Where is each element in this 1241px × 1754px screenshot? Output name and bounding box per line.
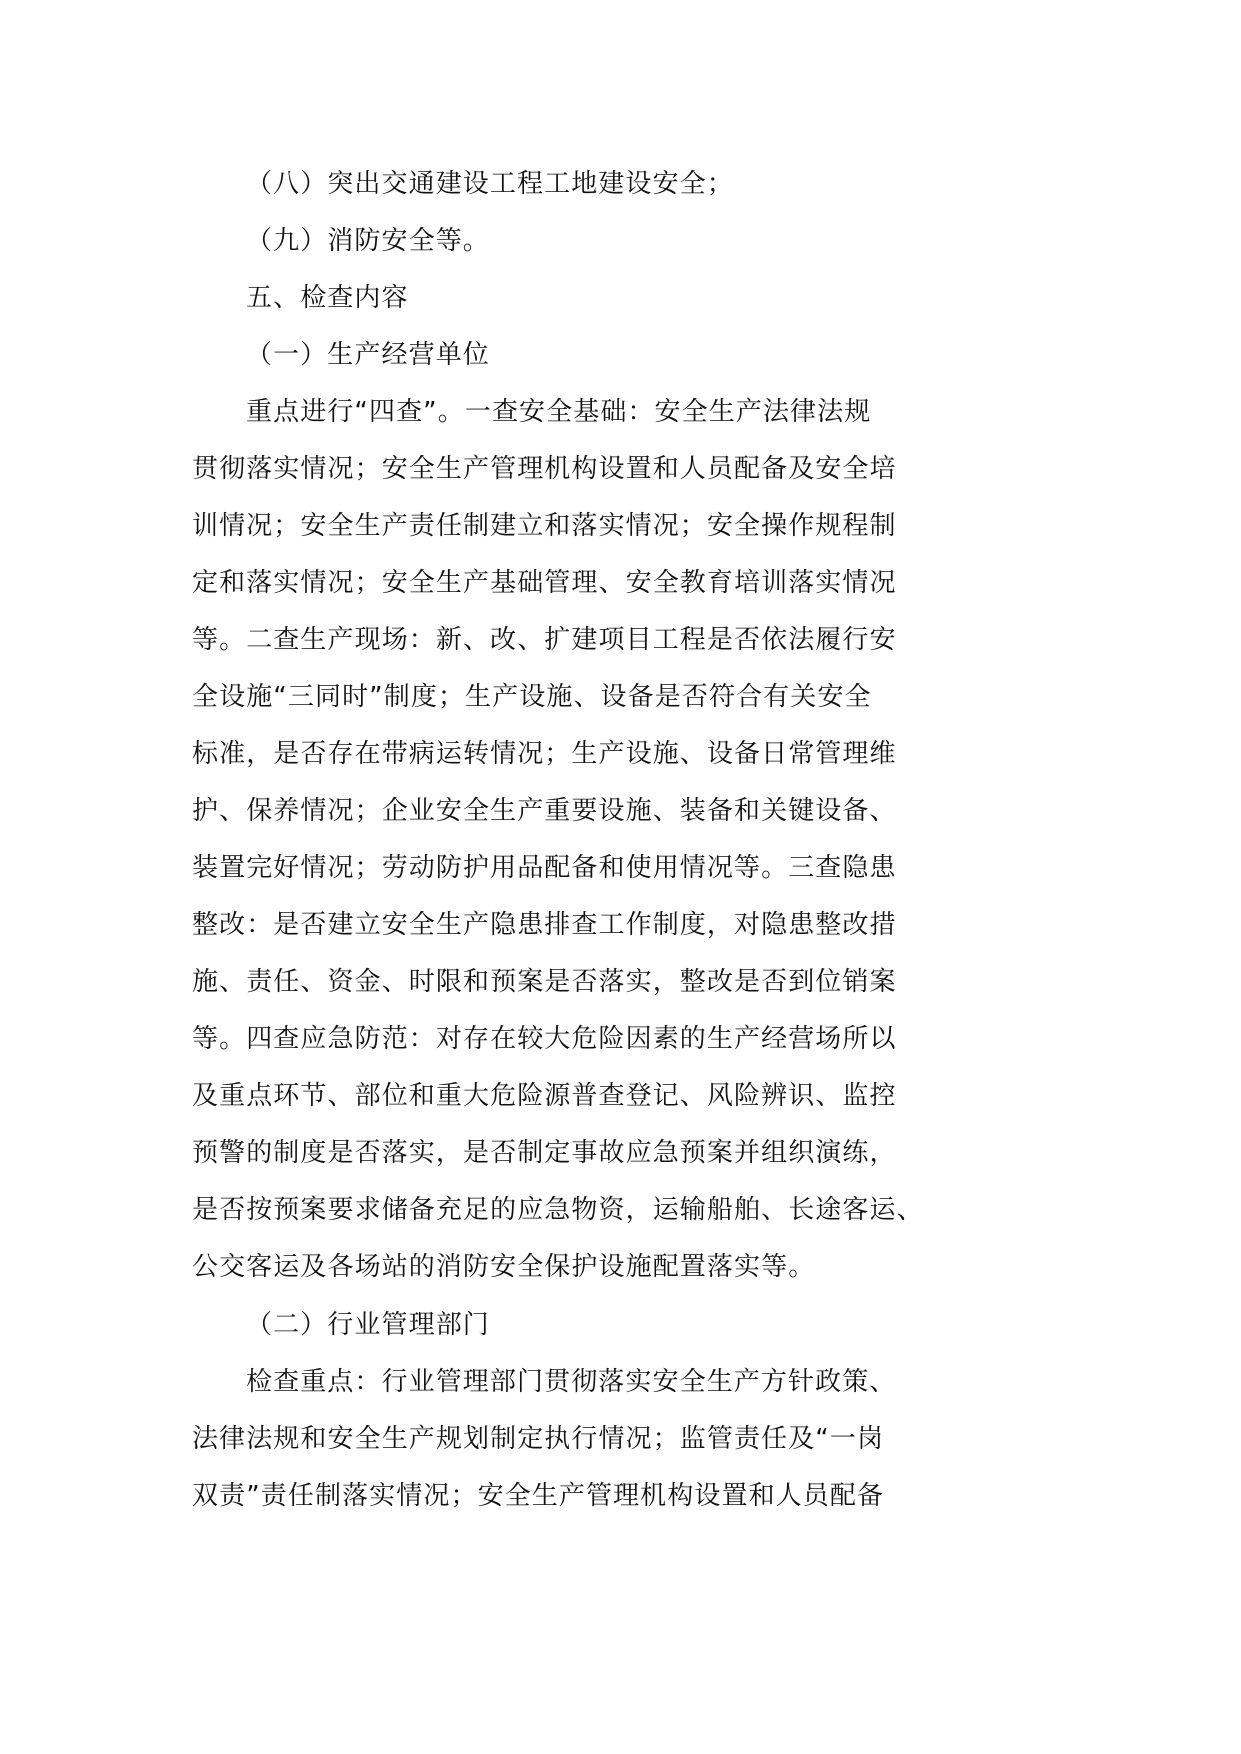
paragraph-line: 及重点环节、部位和重大危险源普查登记、风险辨识、监控 [192, 1081, 897, 1111]
paragraph-line: 贯彻落实情况；安全生产管理机构设置和人员配备及安全培 [192, 454, 897, 484]
paragraph-line: 等。二查生产现场：新、改、扩建项目工程是否依法履行安 [192, 625, 897, 655]
paragraph-line: 法律法规和安全生产规划制定执行情况；监管责任及“一岗 [192, 1424, 885, 1454]
paragraph-line: 是否按预案要求储备充足的应急物资，运输船舶、长途客运、 [192, 1195, 924, 1225]
paragraph-line: 标准，是否存在带病运转情况；生产设施、设备日常管理维 [192, 739, 897, 769]
paragraph-line: 重点进行“四查”。一查安全基础：安全生产法律法规 [246, 397, 872, 427]
paragraph-line: 等。四查应急防范：对存在较大危险因素的生产经营场所以 [192, 1024, 897, 1054]
paragraph-line: 公交客运及各场站的消防安全保护设施配置落实等。 [192, 1252, 816, 1282]
paragraph-line: 全设施“三同时”制度；生产设施、设备是否符合有关安全 [192, 682, 872, 712]
paragraph-line: 定和落实情况；安全生产基础管理、安全教育培训落实情况 [192, 568, 897, 598]
paragraph-line: 施、责任、资金、时限和预案是否落实，整改是否到位销案 [192, 967, 897, 997]
paragraph-line: 检查重点：行业管理部门贯彻落实安全生产方针政策、 [246, 1367, 897, 1397]
subsection-heading: （二）行业管理部门 [246, 1310, 490, 1340]
paragraph-line: 训情况；安全生产责任制建立和落实情况；安全操作规程制 [192, 511, 897, 541]
list-item: （九）消防安全等。 [246, 226, 490, 256]
paragraph-line: 装置完好情况；劳动防护用品配备和使用情况等。三查隐患 [192, 853, 897, 883]
paragraph-line: 整改：是否建立安全生产隐患排查工作制度，对隐患整改措 [192, 910, 897, 940]
paragraph-line: 双责”责任制落实情况；安全生产管理机构设置和人员配备 [192, 1481, 885, 1511]
paragraph-line: 护、保养情况；企业安全生产重要设施、装备和关键设备、 [192, 796, 897, 826]
list-item: （八）突出交通建设工程工地建设安全； [246, 169, 734, 199]
section-heading: 五、检查内容 [246, 283, 409, 313]
subsection-heading: （一）生产经营单位 [246, 340, 490, 370]
paragraph-line: 预警的制度是否落实，是否制定事故应急预案并组织演练， [192, 1138, 897, 1168]
